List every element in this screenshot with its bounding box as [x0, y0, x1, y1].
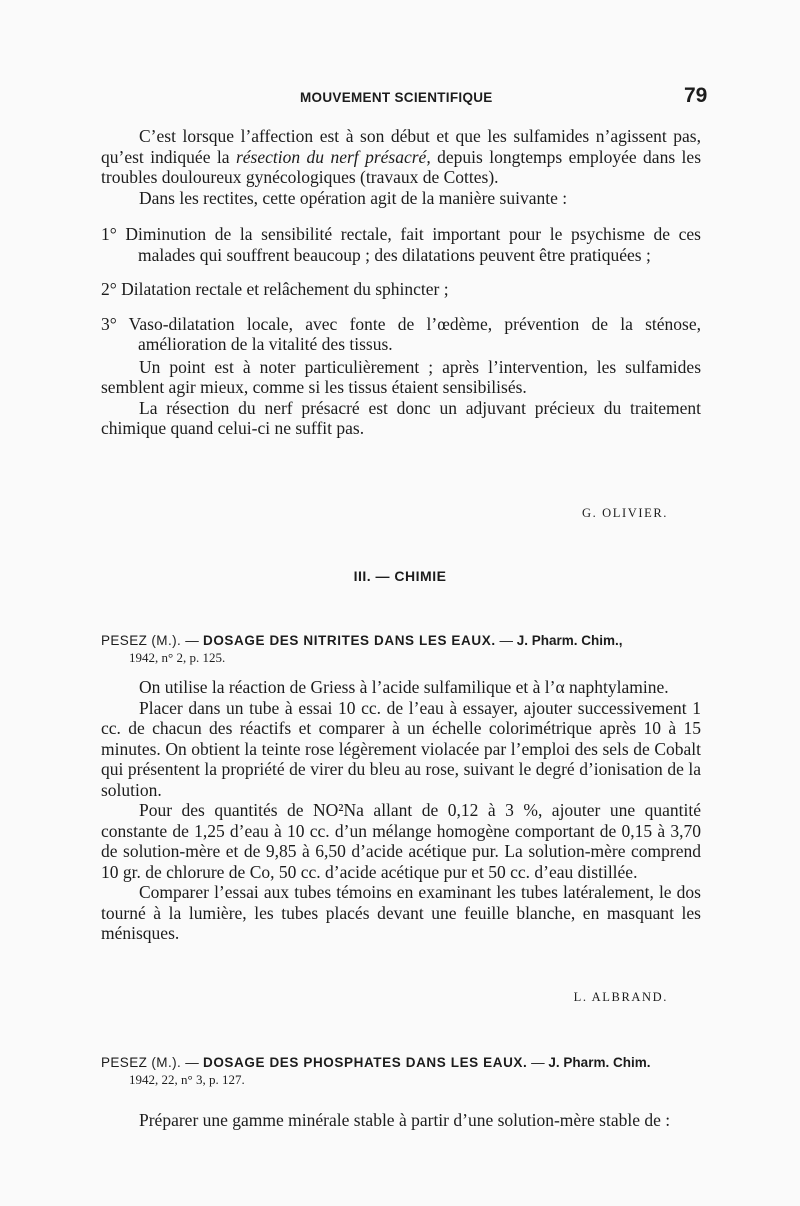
article-body [101, 677, 701, 944]
ref-journal: J. Pharm. Chim. [548, 1055, 651, 1070]
list-item: 1° Diminution de la sensibilité rectale, fait important pour le psychisme de ces malades qui souffrent beaucoup ; des dilatations peuvent être pratiquées ; [101, 224, 701, 265]
section-heading: III. — CHIMIE [353, 568, 447, 584]
body-paragraph: Pour des quantités de NO²Na allant de 0,12 à 3 %, ajouter une quantité constante de 1,25 d’eau à 10 cc. d’un mélange homogène comportant de 0,15 à 3,70 de solution-mère et de 9,85 à 6,50 d’acide acétique pur. La solution-mère comprend 10 gr. de chlorure de Co, 50 cc. d’acide acétique pur et 50 cc. d’eau distillée. [101, 800, 701, 882]
ref-details: 1942, 22, n° 3, p. 127. [129, 1072, 245, 1087]
intro-paragraph: La résection du nerf présacré est donc un adjuvant précieux du traitement chimique quand celui-ci ne suffit pas. [101, 397, 701, 438]
ref-author: PESEZ (M.). — [101, 633, 200, 648]
page-number: 79 [684, 84, 708, 107]
intro-text-run: C’est lorsque l’affection est à son début et que les sulfamides n’agissent pas, qu’est indiquée la [101, 126, 701, 167]
signature: L. ALBRAND. [573, 990, 668, 1004]
ref-separator: — [531, 1055, 545, 1070]
ref-details: 1942, n° 2, p. 125. [129, 650, 226, 665]
ref-title: DOSAGE DES NITRITES DANS LES EAUX. [202, 633, 496, 648]
article-reference [101, 632, 707, 666]
ref-separator: — [499, 633, 513, 648]
ref-journal: J. Pharm. Chim., [516, 633, 623, 648]
intro-paragraph: Un point est à noter particulièrement ; après l’intervention, les sulfamides semblent agir mieux, comme si les tissus étaient sensibilisés. [101, 356, 701, 397]
running-head [0, 84, 800, 112]
body-paragraph: Comparer l’essai aux tubes témoins en examinant les tubes latéralement, le dos tourné à la lumière, les tubes placés devant une feuille blanche, en masquant les ménisques. [101, 882, 701, 943]
running-title: MOUVEMENT SCIENTIFIQUE [300, 90, 493, 105]
intro-italic-term: résection du nerf présacré, [235, 146, 431, 167]
body-paragraph: On utilise la réaction de Griess à l’acide sulfamilique et à l’α naphtylamine. [139, 677, 669, 697]
ref-author: PESEZ (M.). — [101, 1055, 200, 1070]
intro-text-run: depuis longtemps employée dans les troubles douloureux gynécologiques (travaux de Cottes). [101, 146, 702, 187]
body-paragraph: Préparer une gamme minérale stable à partir d’une solution-mère stable de : [139, 1110, 671, 1130]
intro-text [101, 126, 701, 439]
intro-paragraph: Dans les rectites, cette opération agit de la manière suivante : [139, 187, 568, 208]
article-body [101, 1110, 701, 1131]
intro-paragraph [101, 126, 701, 188]
list-item: 3° Vaso-dilatation locale, avec fonte de l’œdème, prévention de la sténose, amélioration de la vitalité des tissus. [101, 313, 701, 354]
ref-title: DOSAGE DES PHOSPHATES DANS LES EAUX. [202, 1055, 528, 1070]
signature: G. OLIVIER. [582, 506, 668, 520]
body-paragraph: Placer dans un tube à essai 10 cc. de l’eau à essayer, ajouter successivement 1 cc. de chacun des réactifs et comparer à un échelle colorimétrique après 10 à 15 minutes. On obtient la teinte rose légèrement violacée par l’emploi des sels de Cobalt qui présentent la propriété de virer du bleu au rose, suivant le degré d’ionisation de la solution. [101, 697, 701, 800]
article-reference [101, 1054, 707, 1088]
list-item: 2° Dilatation rectale et relâchement du sphincter ; [101, 279, 449, 299]
